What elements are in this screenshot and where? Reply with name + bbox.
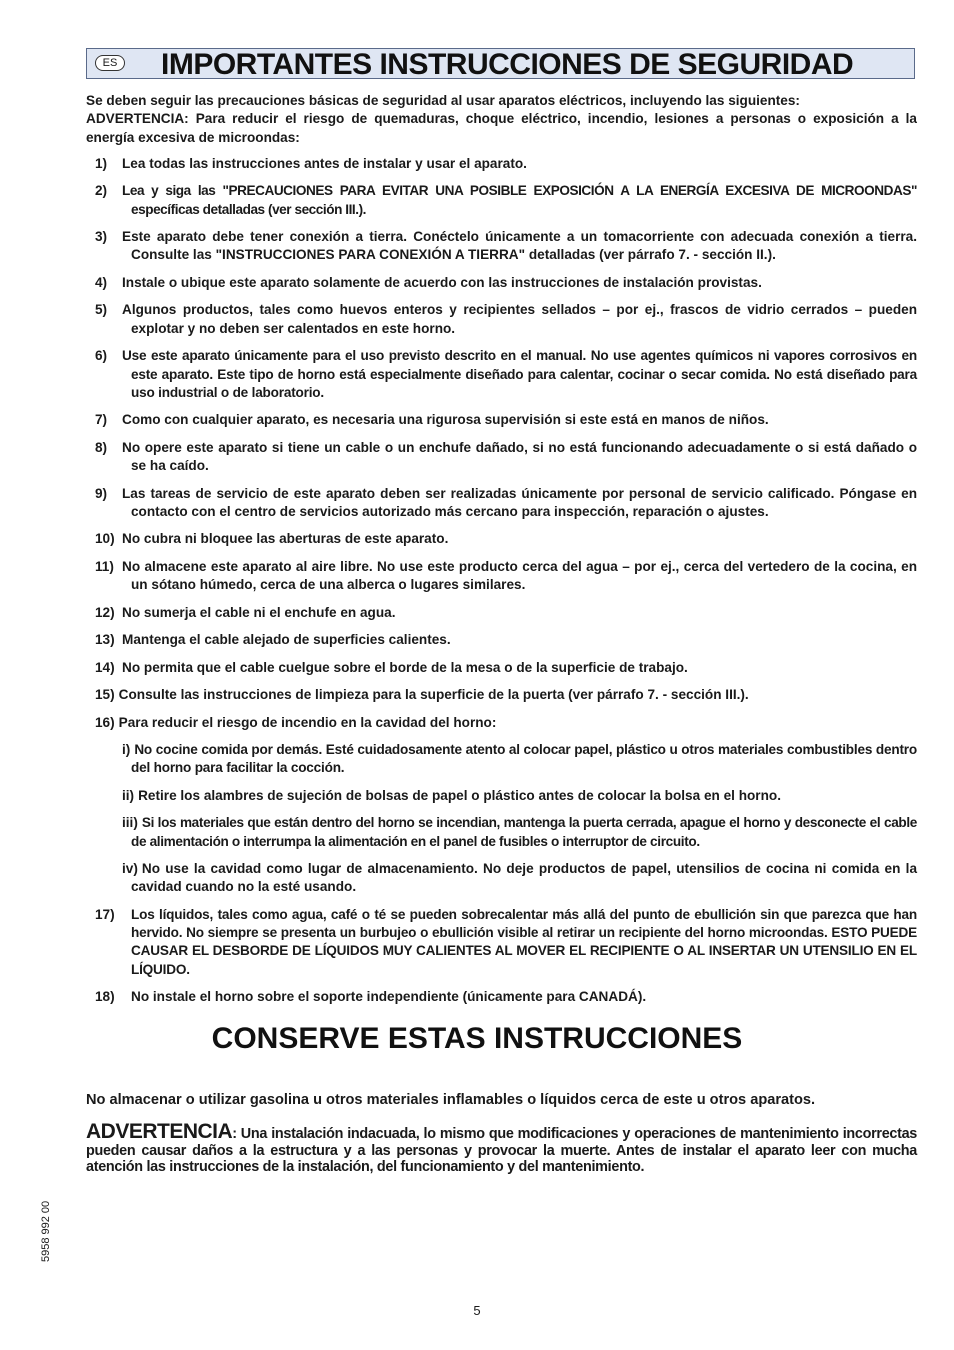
page-number: 5 <box>473 1303 481 1318</box>
list-item: 17) Los líquidos, tales como agua, café o té se pueden sobrecalentar más allá del punto de ebullición sin que parezca que han hervido. No siempre se presenta un burbujeo o ebullición visible al retirar un recipiente del horno microondas. ESTO PUEDE CAUSAR EL DESBORDE DE LÍQUIDOS MUY CALIENTES AL MOVER EL RECIPIENTE O AL INSERTAR UN UTENSILIO EN EL LÍQUIDO. <box>95 906 917 977</box>
list-item: 7) Como con cualquier aparato, es necesaria una rigurosa supervisión si este está en manos de niños. <box>95 412 769 428</box>
save-instructions-title: CONSERVE ESTAS INSTRUCCIONES <box>211 1022 743 1055</box>
document-body <box>86 92 917 1016</box>
warning-text: : Una instalación indacuada, lo mismo que modificaciones y operaciones de mantenimiento incorrectas pueden causar daños a la estructura y a las personas y provocar la muerte. Antes de instalar el aparato leer con mucha atención las instrucciones de la instalación, del funcionamiento y del mantenimiento. <box>86 1126 917 1175</box>
document-code: 5958 992 00 <box>40 1200 52 1262</box>
list-item: 3) Este aparato debe tener conexión a tierra. Conéctelo únicamente a un tomacorriente con adecuada conexión a tierra. Consulte las "INSTRUCCIONES PARA CONEXIÓN A TIERRA" detalladas (ver párrafo 7. - sección II.). <box>95 229 917 263</box>
sub-list-item: i) No cocine comida por demás. Esté cuidadosamente atento al colocar papel, plástico u otros materiales combustibles dentro del horno para facilitar la cocción. <box>122 742 917 776</box>
list-item: 13) Mantenga el cable alejado de superficies calientes. <box>95 632 451 648</box>
title-banner <box>86 48 915 79</box>
sub-list-item: iv) No use la cavidad como lugar de almacenamiento. No deje productos de papel, utensilios de cocina ni comida en la cavidad cuando no la esté usando. <box>122 861 917 895</box>
gasoline-warning: No almacenar o utilizar gasolina u otros materiales inflamables o líquidos cerca de este u otros aparatos. <box>86 1092 816 1108</box>
list-item: 18) No instale el horno sobre el soporte independiente (únicamente para CANADÁ). <box>95 989 647 1005</box>
list-item: 16) Para reducir el riesgo de incendio en la cavidad del horno: <box>95 714 497 730</box>
list-item: 15) Consulte las instrucciones de limpieza para la superficie de la puerta (ver párrafo 7. - sección III.). <box>95 687 749 703</box>
safety-list <box>86 155 917 1007</box>
list-item: 14) No permita que el cable cuelgue sobre el borde de la mesa o de la superficie de trabajo. <box>95 659 688 675</box>
list-item: 2) Lea y siga las "PRECAUCIONES PARA EVITAR UNA POSIBLE EXPOSICIÓN A LA ENERGÍA EXCESIVA DE MICROONDAS" específicas detalladas (ver sección III.). <box>95 183 917 217</box>
intro <box>86 92 917 147</box>
sub-list-item: iii) Si los materiales que están dentro del horno se incendian, mantenga la puerta cerrada, apague el horno y desconecte el cable de alimentación o interrumpa la alimentación en el panel de fusibles o interruptor de circuito. <box>122 815 917 849</box>
page-title: IMPORTANTES INSTRUCCIONES DE SEGURIDAD <box>161 48 854 81</box>
installation-warning <box>86 1120 917 1176</box>
intro-line: Se deben seguir las precauciones básicas de seguridad al usar aparatos eléctricos, incluyendo las siguientes: <box>86 93 800 108</box>
list-item: 11) No almacene este aparato al aire libre. No use este producto cerca del agua – por ej., cerca del vertedero de la cocina, en un sótano húmedo, cerca de una alberca o lugares similares. <box>95 558 917 593</box>
list-item: 1) Lea todas las instrucciones antes de instalar y usar el aparato. <box>95 155 527 171</box>
list-item: 5) Algunos productos, tales como huevos enteros y recipientes sellados – por ej., frascos de vidrio cerrados – pueden explotar y no deben ser calentados en este horno. <box>95 302 917 336</box>
list-item: 9) Las tareas de servicio de este aparato deben ser realizadas únicamente por personal de servicio calificado. Póngase en contacto con el centro de servicios autorizado más cercano para inspección, reparación o ajustes. <box>95 485 917 519</box>
list-item: 8) No opere este aparato si tiene un cable o un enchufe dañado, si no está funcionando adecuadamente o si está dañado o se ha caído. <box>95 439 917 474</box>
warning-label: ADVERTENCIA <box>86 1120 233 1143</box>
list-item: 12) No sumerja el cable ni el enchufe en agua. <box>95 604 396 620</box>
intro-warning: ADVERTENCIA: Para reducir el riesgo de quemaduras, choque eléctrico, incendio, lesiones a personas o exposición a la energía excesiva de microondas: <box>86 111 917 145</box>
list-item: 6) Use este aparato únicamente para el uso previsto descrito en el manual. No use agentes químicos ni vapores corrosivos en este aparato. Este tipo de horno está especialmente diseñado para calentar, cocinar o secar comida. No está diseñado para uso industrial o de laboratorio. <box>95 348 917 400</box>
list-item: 10) No cubra ni bloquee las aberturas de este aparato. <box>95 531 449 547</box>
list-item: 4) Instale o ubique este aparato solamente de acuerdo con las instrucciones de instalación provistas. <box>95 274 762 290</box>
language-badge: ES <box>95 55 125 71</box>
sub-list-item: ii) Retire los alambres de sujeción de bolsas de papel o plástico antes de colocar la bolsa en el horno. <box>122 787 781 803</box>
